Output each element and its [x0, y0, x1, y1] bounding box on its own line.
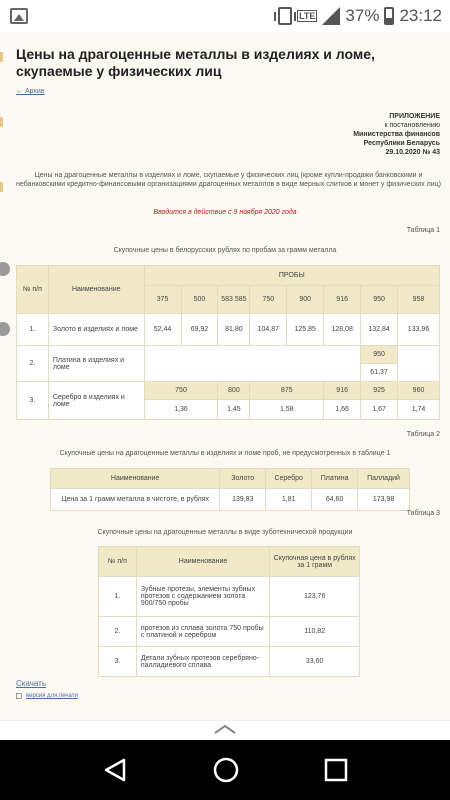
- row-num: 3.: [99, 647, 137, 677]
- appendix-line: 29.10.2020 № 43: [385, 149, 440, 156]
- appendix-line: Министерства финансов: [353, 131, 440, 138]
- probe-header: 875: [250, 382, 324, 400]
- price-cell: 1,36: [144, 400, 218, 420]
- recents-icon[interactable]: [324, 758, 348, 782]
- probe-header: 960: [398, 382, 440, 400]
- price-cell: 81,80: [218, 314, 250, 346]
- price-cell: 1,58: [250, 400, 324, 420]
- table1-caption: Скупочные цены в белорусских рублях по пробам за грамм металла: [113, 247, 337, 254]
- price-cell: 1,45: [218, 400, 250, 420]
- price-cell: 1,66: [324, 400, 361, 420]
- home-icon[interactable]: [213, 757, 239, 783]
- probe-header: 950: [361, 286, 398, 314]
- price-cell: 128,08: [324, 314, 361, 346]
- col-header: Наименование: [136, 547, 269, 577]
- table3-caption: Скупочные цены на драгоценные металлы в виде зуботехнической продукции: [97, 529, 353, 536]
- probe-header: 916: [324, 286, 361, 314]
- row-name: протезов из сплава золота 750 пробы с платиной и серебром: [136, 617, 269, 647]
- price-cell: 104,87: [250, 314, 287, 346]
- probe-header: 950: [361, 346, 398, 364]
- chevron-up-icon: [214, 724, 236, 734]
- print-icon: [16, 693, 22, 699]
- appendix-block: [353, 112, 440, 157]
- price-cell: 1,67: [361, 400, 398, 420]
- price-cell: 61,37: [361, 364, 398, 382]
- col-header: Наименование: [51, 469, 220, 489]
- row-num: 2.: [17, 346, 49, 382]
- row-name: Золото в изделиях и ломе: [48, 314, 144, 346]
- lte-icon: LTE: [299, 11, 316, 21]
- col-header: Скупочная цена в рублях за 1 грамм: [270, 547, 360, 577]
- probe-header: 900: [287, 286, 324, 314]
- probe-header: 375: [144, 286, 181, 314]
- col-header: Платина: [312, 469, 358, 489]
- price-cell: 139,83: [220, 489, 266, 511]
- battery-percent: 37%: [345, 6, 380, 25]
- row-name: Цена за 1 грамм металла в чистоте, в рублях: [51, 489, 220, 511]
- row-num: 2.: [99, 617, 137, 647]
- battery-icon: [384, 7, 394, 25]
- probe-header: 500: [181, 286, 218, 314]
- price-cell: 69,92: [181, 314, 218, 346]
- bottom-sheet-handle[interactable]: [0, 720, 450, 740]
- page-content: [0, 32, 450, 720]
- navigation-bar: [0, 740, 450, 800]
- page-title: Цены на драгоценные металлы в изделиях и ломе, скупаемые у физических лиц: [16, 46, 375, 79]
- price-cell: 132,84: [361, 314, 398, 346]
- probe-header: 958: [398, 286, 440, 314]
- print-version-link[interactable]: [16, 693, 78, 699]
- col-header: Золото: [220, 469, 266, 489]
- table-row: [99, 577, 360, 617]
- price-cell: 1,81: [266, 489, 312, 511]
- clock: 23:12: [399, 6, 442, 25]
- price-cell: 1,74: [398, 400, 440, 420]
- row-num: 1.: [99, 577, 137, 617]
- row-num: 1.: [17, 314, 49, 346]
- table2-caption: Скупочные цены на драгоценные металлы в изделиях и ломе проб, не предусмотренных в таблице 1: [59, 450, 391, 457]
- signal-icon: [322, 7, 340, 25]
- status-bar: [0, 0, 450, 32]
- col-num-header: № п/п: [17, 266, 49, 314]
- price-cell: 33,60: [270, 647, 360, 677]
- col-header: Палладий: [358, 469, 410, 489]
- probes-header: ПРОБЫ: [144, 266, 439, 286]
- row-name: Платина в изделиях и ломе: [48, 346, 144, 382]
- image-notification-icon: [10, 8, 28, 24]
- vibrate-icon: [278, 7, 292, 25]
- price-cell: 123,76: [270, 577, 360, 617]
- back-icon[interactable]: [102, 757, 128, 783]
- appendix-line: к постановлению: [384, 122, 440, 129]
- table3: [98, 546, 360, 677]
- table2-label: Таблица 2: [406, 431, 440, 438]
- side-marker: [0, 52, 3, 62]
- archive-link[interactable]: ← Архив: [16, 88, 45, 95]
- price-cell: 125,85: [287, 314, 324, 346]
- probe-header: 750: [250, 286, 287, 314]
- probe-header: 750: [144, 382, 218, 400]
- side-marker: [0, 117, 3, 127]
- probe-header: 583 585: [218, 286, 250, 314]
- side-marker: [0, 182, 3, 192]
- row-name: Серебро в изделиях и ломе: [48, 382, 144, 420]
- row-name: Детали зубных протезов серебряно-палладиевого сплава: [136, 647, 269, 677]
- price-cell: 52,44: [144, 314, 181, 346]
- row-num: 3.: [17, 382, 49, 420]
- table1: [16, 265, 440, 420]
- side-scroll-dot[interactable]: [0, 262, 10, 276]
- table-row-gold: [17, 314, 440, 346]
- price-cell: 133,96: [398, 314, 440, 346]
- price-cell: 64,60: [312, 489, 358, 511]
- empty-cell: [144, 346, 361, 382]
- print-label: версия для печати: [26, 693, 78, 699]
- probe-header: 800: [218, 382, 250, 400]
- download-link[interactable]: Скачать: [16, 679, 46, 688]
- col-header: № п/п: [99, 547, 137, 577]
- appendix-line: Республики Беларусь: [363, 140, 440, 147]
- document-description: Цены на драгоценные металлы в изделиях и ломе, скупаемые у физических лиц (кроме купли-продажи банковскими и небанковскими кредитно-финансовыми организациями драгоценных металлов в виде мерных слитков и монет у физических лиц): [16, 172, 441, 188]
- table-row: [99, 617, 360, 647]
- col-header: Серебро: [266, 469, 312, 489]
- price-cell: 110,82: [270, 617, 360, 647]
- table3-label: Таблица 3: [406, 510, 440, 517]
- row-name: Зубные протезы, элементы зубных протезов с содержанием золота 900/750 пробы: [136, 577, 269, 617]
- price-cell: 173,98: [358, 489, 410, 511]
- appendix-line: ПРИЛОЖЕНИЕ: [389, 113, 440, 120]
- empty-cell: [398, 346, 440, 382]
- table-row: [51, 489, 410, 511]
- col-name-header: Наименование: [48, 266, 144, 314]
- probe-header: 916: [324, 382, 361, 400]
- side-scroll-dot[interactable]: [0, 322, 10, 336]
- effective-date: Вводится в действие с 9 ноября 2020 года: [153, 209, 297, 216]
- table2: [50, 468, 410, 511]
- probe-header: 925: [361, 382, 398, 400]
- table1-label: Таблица 1: [406, 227, 440, 234]
- table-row: [99, 647, 360, 677]
